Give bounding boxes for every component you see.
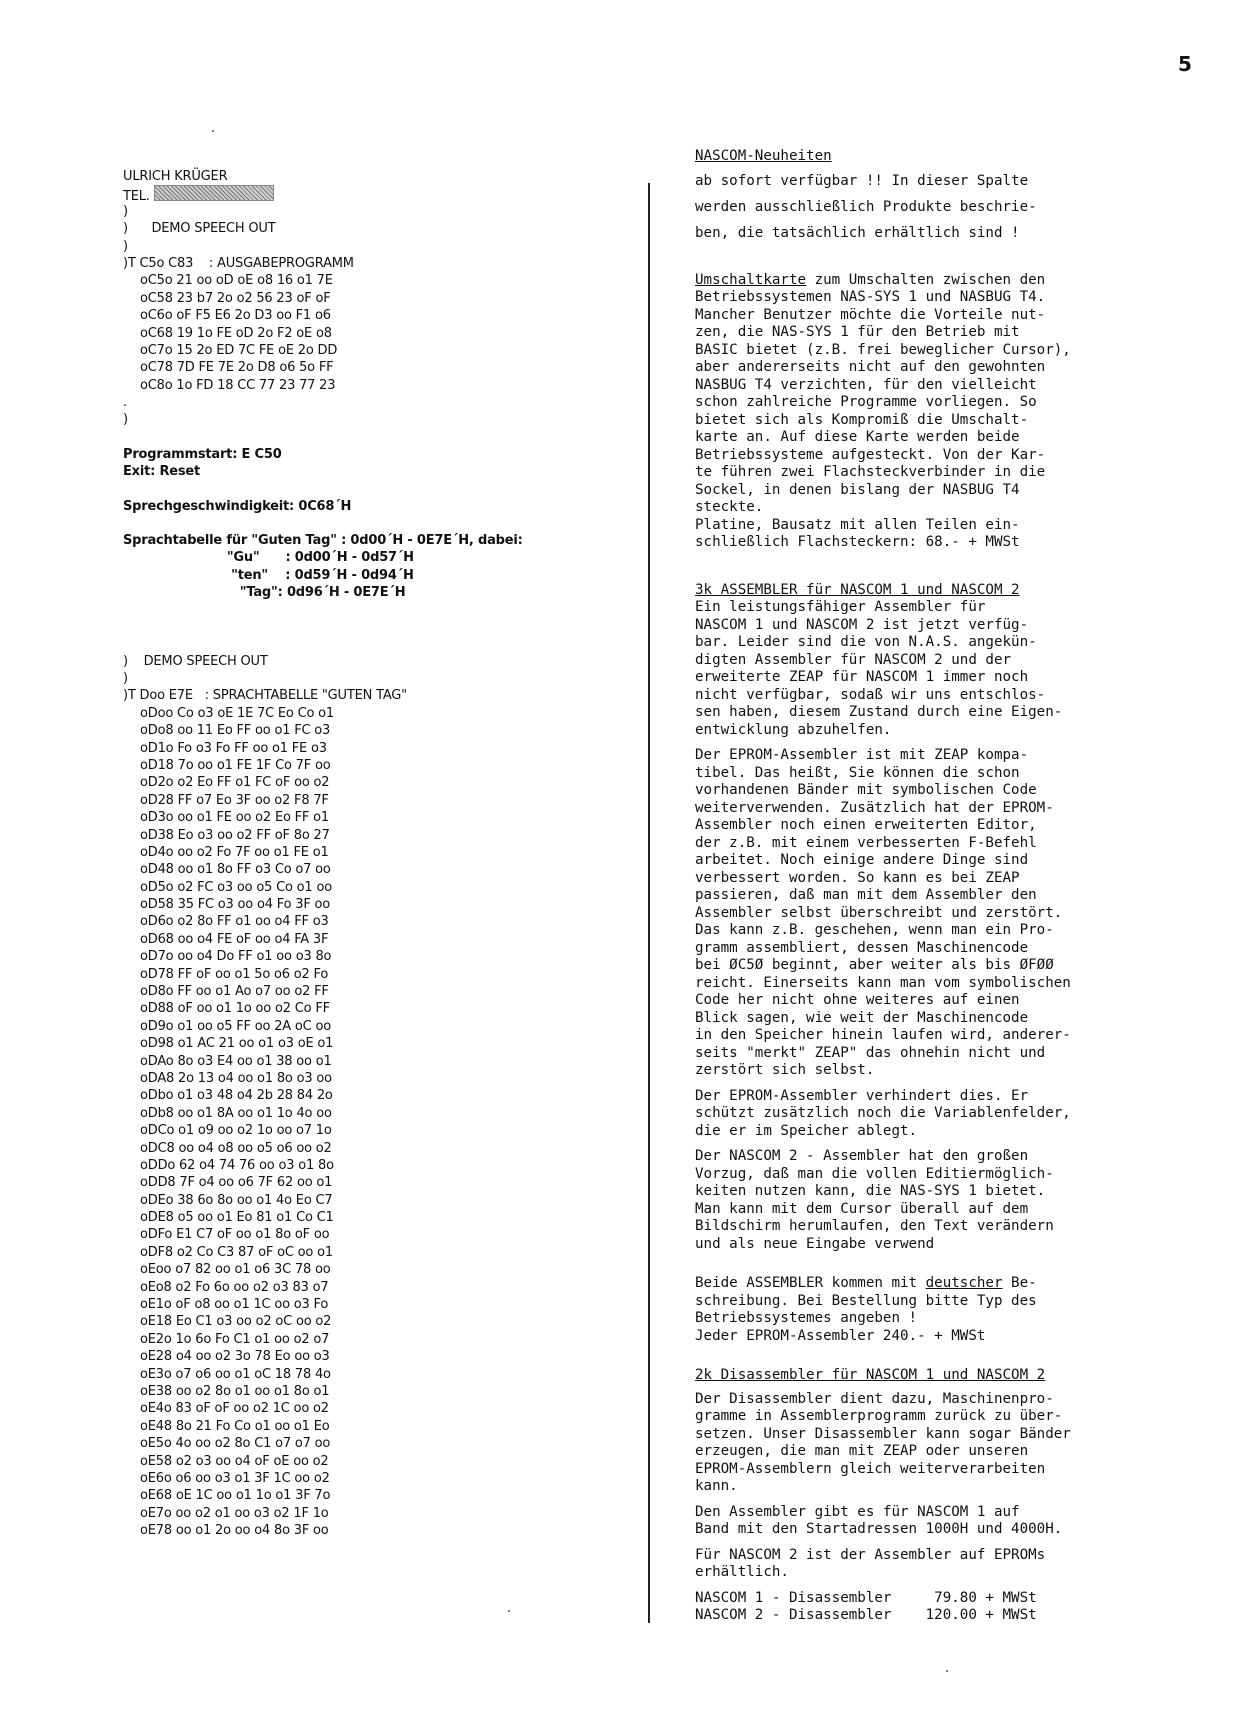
- price-list: [695, 1590, 1165, 1625]
- hex-row: oDE8 o5 oo o1 Eo 81 o1 Co C1: [140, 1210, 334, 1226]
- author-name: ULRICH KRÜGER: [123, 169, 228, 184]
- hex-row: oD78 FF oF oo o1 5o o6 o2 Fo: [140, 966, 329, 982]
- hex-row: oE5o 4o oo o2 8o C1 o7 o7 oo: [140, 1436, 331, 1452]
- listing-line: ) DEMO SPEECH OUT: [123, 653, 268, 669]
- hex-row: oDA8 2o 13 o4 oo o1 8o o3 oo: [140, 1070, 332, 1086]
- hex-row: oD18 7o oo o1 FE 1F Co 7F oo: [140, 757, 331, 773]
- assembler-p5-underlined: deutscher: [925, 1275, 1003, 1291]
- assembler-p5-text-a: Beide ASSEMBLER kommen mit: [695, 1275, 926, 1291]
- assembler-paragraph-2: Der EPROM-Assembler ist mit ZEAP kompa- tibel. Das heißt, Sie können die schon vorhandenen Bänder mit symbolischen Code weiterverwenden. Zusätzlich hat der EPROM- Assembler noch einen erweiterten Editor, der z.B. mit einem verbesserten F-Befehl arbeitet. Noch einige andere Dinge sind verbessert worden. So kann es bei ZEAP passieren, daß man mit dem Assembler den Assembler selbst überschreibt und zerstört. Das kann z.B. geschehen, wenn man ein Pro- gramm assembliert, dessen Maschinencode bei ØC5Ø beginnt, aber weiter als bis ØFØØ reicht. Einerseits kann man vom symbolischen Code her nicht ohne weiteres auf einen Blick sagen, wie weit der Maschinencode in den Speicher hinein laufen wird, anderer- seits "merkt" ZEAP" das ohnehin nicht und zerstört sich selbst.: [695, 747, 1071, 1078]
- hex-row: oDC8 oo o4 o8 oo o5 o6 oo o2: [140, 1140, 332, 1156]
- hex-dump-output-program: [123, 272, 643, 394]
- telephone-label: TEL.: [123, 189, 150, 205]
- scan-speck: [946, 1670, 948, 1672]
- hex-row: oE2o 1o 6o Fo C1 o1 oo o2 o7: [140, 1331, 330, 1347]
- page-number: 5: [1178, 52, 1192, 76]
- hex-row: oC68 19 1o FE oD 2o F2 oE o8: [140, 325, 332, 341]
- hex-row: oE48 8o 21 Fo Co o1 oo o1 Eo: [140, 1418, 330, 1434]
- listing-line: )T Doo E7E : SPRACHTABELLE "GUTEN TAG": [123, 688, 407, 704]
- hex-row: oD48 oo o1 8o FF o3 Co o7 oo: [140, 862, 331, 878]
- hex-row: oDF8 o2 Co C3 87 oF oC oo o1: [140, 1244, 333, 1260]
- hex-row: oDAo 8o o3 E4 oo o1 38 oo o1: [140, 1053, 332, 1069]
- listing-line: ): [123, 203, 128, 219]
- disassembler-paragraph-2: Den Assembler gibt es für NASCOM 1 auf Band mit den Startadressen 1000H und 4000H.: [695, 1503, 1063, 1537]
- hex-row: oE6o o6 oo o3 o1 3F 1C oo o2: [140, 1470, 330, 1486]
- hex-row: oEo8 o2 Fo 6o oo o2 o3 83 o7: [140, 1279, 329, 1295]
- hex-row: oD8o FF oo o1 Ao o7 oo o2 FF: [140, 984, 329, 1000]
- assembler-p5-text-b: Be- schreibung. Bei Bestellung bitte Typ des Betriebssystemes angeben ! Jeder EPROM-Assembler 240.- + MWSt: [695, 1275, 1037, 1344]
- hex-row: oD7o oo o4 Do FF o1 oo o3 8o: [140, 949, 332, 965]
- heading-disassembler: 2k Disassembler für NASCOM 1 und NASCOM 2: [695, 1367, 1046, 1383]
- hex-row: oD3o oo o1 FE oo o2 Eo FF o1: [140, 810, 329, 826]
- hex-row: oD58 35 FC o3 oo o4 Fo 3F oo: [140, 897, 331, 913]
- hex-row: oEoo o7 82 oo o1 o6 3C 78 oo: [140, 1262, 331, 1278]
- program-start-line: Programmstart: E C50: [123, 446, 282, 462]
- hex-row: oDbo o1 o3 48 o4 2b 28 84 2o: [140, 1088, 333, 1104]
- hex-row: oD1o Fo o3 Fo FF oo o1 FE o3: [140, 740, 327, 756]
- heading-nascom-news: NASCOM-Neuheiten: [695, 148, 832, 164]
- telephone-line: [123, 185, 643, 205]
- table-range-line: Sprachtabelle für "Guten Tag" : 0d00´H - 0E7E´H, dabei:: [123, 533, 523, 549]
- hex-row: oE68 oE 1C oo o1 1o o1 3F 7o: [140, 1488, 331, 1504]
- switch-card-section: [695, 272, 1165, 552]
- scan-speck: [212, 130, 214, 132]
- table-range-line: "ten" : 0d59´H - 0d94´H: [123, 567, 414, 583]
- exit-line: Exit: Reset: [123, 464, 201, 480]
- disassembler-paragraph-3: Für NASCOM 2 ist der Assembler auf EPROMs erhältlich.: [695, 1546, 1046, 1580]
- left-column-listing: [123, 168, 643, 1540]
- hex-row: oE38 oo o2 8o o1 oo o1 8o o1: [140, 1384, 330, 1399]
- hex-row: oD88 oF oo o1 1o oo o2 Co FF: [140, 1001, 330, 1017]
- right-column-news: [695, 148, 1165, 1625]
- price-line: NASCOM 2 - Disassembler 120.00 + MWSt: [695, 1607, 1037, 1623]
- hex-row: oDo8 oo 11 Eo FF oo o1 FC o3: [140, 723, 331, 739]
- hex-row: oD98 o1 AC 21 oo o1 o3 oE o1: [140, 1036, 334, 1052]
- speech-speed-line: Sprechgeschwindigkeit: 0C68´H: [123, 498, 352, 514]
- scan-speck: [508, 1610, 510, 1612]
- block-end-markers: [123, 394, 643, 429]
- hex-row: oC6o oF F5 E6 2o D3 oo F1 o6: [140, 308, 331, 324]
- hex-row: oD9o o1 oo o5 FF oo 2A oC oo: [140, 1018, 331, 1034]
- intro-text: ab sofort verfügbar !! In dieser Spalte werden ausschließlich Produkte beschrie- ben, die tatsächlich erhältlich sind !: [695, 172, 1037, 241]
- hex-row: oD2o o2 Eo FF o1 FC oF oo o2: [140, 775, 330, 791]
- hex-row: oE3o o7 o6 oo o1 oC 18 78 4o: [140, 1366, 331, 1382]
- hex-row: oE1o oF o8 oo o1 1C oo o3 Fo: [140, 1297, 329, 1313]
- hex-row: oE58 o2 o3 oo o4 oF oE oo o2: [140, 1453, 329, 1469]
- hex-row: oDb8 oo o1 8A oo o1 1o 4o oo: [140, 1105, 332, 1121]
- hex-row: oC58 23 b7 2o o2 56 23 oF oF: [140, 290, 331, 306]
- listing-line: ): [123, 412, 128, 428]
- disassembler-paragraph-1: Der Disassembler dient dazu, Maschinenpro- gramme in Assemblerprogramm zurück zu über- setzen. Unser Disassembler kann sogar Bänder erzeugen, die man mit ZEAP oder unseren EPROM-Assemblern gleich weiterverarbeiten kann.: [695, 1390, 1071, 1494]
- listing-line: )T C5o C83 : AUSGABEPROGRAMM: [123, 255, 354, 271]
- listing-line: ): [123, 238, 128, 254]
- hex-row: oD5o o2 FC o3 oo o5 Co o1 oo: [140, 879, 332, 895]
- listing-line: ): [123, 670, 128, 686]
- hex-row: oDEo 38 6o 8o oo o1 4o Eo C7: [140, 1192, 333, 1208]
- redacted-phone-number: [154, 185, 274, 201]
- column-divider: [648, 183, 650, 1623]
- header-block-output-program: [123, 203, 643, 273]
- switch-card-text: zum Umschalten zwischen den Betriebssystemen NAS-SYS 1 und NASBUG T4. Mancher Benutzer möchte die Vorteile nut- zen, die NAS-SYS 1 für den Betrieb mit BASIC bietet (z.B. frei beweglicher Cursor), aber andererseits nicht auf den gewohnten NASBUG T4 verzichten, für den vielleicht schon zahlreiche Programme vorliegen. So bietet sich als Kompromiß die Umschalt- karte an. Auf diese Karte werden beide Betriebssysteme aufgesteckt. Von der Kar- te führen zwei Flachsteckverbinder in die Sockel, in denen bislang der NASBUG T4 steckte. Platine, Bausatz mit allen Teilen ein- schließlich Flachsteckern: 68.- + MWSt: [695, 271, 1071, 550]
- hex-row: oDCo o1 o9 oo o2 1o oo o7 1o: [140, 1123, 332, 1139]
- listing-line: ) DEMO SPEECH OUT: [123, 221, 276, 237]
- table-range-line: "Tag": 0d96´H - 0E7E´H: [123, 585, 406, 601]
- hex-row: oDDo 62 o4 74 76 oo o3 o1 8o: [140, 1157, 334, 1173]
- hex-dump-speech-table: [123, 705, 643, 1540]
- hex-row: oD28 FF o7 Eo 3F oo o2 F8 7F: [140, 792, 329, 808]
- hex-row: oE7o oo o2 o1 oo o3 o2 1F 1o: [140, 1505, 329, 1521]
- assembler-paragraph-3: Der EPROM-Assembler verhindert dies. Er schützt zusätzlich noch die Variablenfelder, die er im Speicher ablegt.: [695, 1087, 1071, 1139]
- hex-row: oDD8 7F o4 oo o6 7F 62 oo o1: [140, 1175, 333, 1191]
- hex-row: oC8o 1o FD 18 CC 77 23 77 23: [140, 377, 336, 393]
- hex-row: oE78 oo o1 2o oo o4 8o 3F oo: [140, 1523, 329, 1539]
- hex-row: oE4o 83 oF oF oo o2 1C oo o2: [140, 1401, 329, 1417]
- hex-row: oC5o 21 oo oD oE o8 16 o1 7E: [140, 273, 333, 289]
- hex-row: oC7o 15 2o ED 7C FE oE 2o DD: [140, 342, 338, 358]
- hex-row: oD68 oo o4 FE oF oo o4 FA 3F: [140, 931, 329, 947]
- hex-row: oE18 Eo C1 o3 oo o2 oC oo o2: [140, 1314, 332, 1330]
- table-range-line: "Gu" : 0d00´H - 0d57´H: [123, 550, 414, 566]
- assembler-paragraph-4: Der NASCOM 2 - Assembler hat den großen Vorzug, daß man die vollen Editiermöglich- keiten nutzen kann, die NAS-SYS 1 bietet. Man kann mit dem Cursor überall auf dem Bildschirm herumlaufen, den Text verändern und als neue Eingabe verwend: [695, 1148, 1054, 1252]
- heading-switch-card: Umschaltkarte: [695, 271, 807, 288]
- speech-table-ranges: [123, 532, 643, 602]
- price-line: NASCOM 1 - Disassembler 79.80 + MWSt: [695, 1589, 1037, 1606]
- assembler-paragraph-5: [695, 1275, 1165, 1345]
- heading-assembler: 3k ASSEMBLER für NASCOM 1 und NASCOM 2: [695, 581, 1020, 598]
- hex-row: oD4o oo o2 Fo 7F oo o1 FE o1: [140, 844, 329, 860]
- listing-line: .: [123, 395, 127, 411]
- hex-row: oD6o o2 8o FF o1 oo o4 FF o3: [140, 914, 329, 930]
- hex-row: oE28 o4 oo o2 3o 78 Eo oo o3: [140, 1349, 330, 1365]
- hex-row: oC78 7D FE 7E 2o D8 o6 5o FF: [140, 360, 334, 376]
- assembler-paragraph-1: Ein leistungsfähiger Assembler für NASCOM 1 und NASCOM 2 ist jetzt verfüg- bar. Leider sind die von N.A.S. angekün- digten Assembler für NASCOM 2 und der erweiterte ZEAP für NASCOM 1 immer noch nicht verfügbar, sodaß wir uns entschlos- sen haben, diesem Zustand durch eine Eigen- entwicklung abzuhelfen.: [695, 599, 1063, 738]
- hex-row: oD38 Eo o3 oo o2 FF oF 8o 27: [140, 827, 330, 843]
- hex-row: oDoo Co o3 oE 1E 7C Eo Co o1: [140, 705, 335, 721]
- hex-row: oDFo E1 C7 oF oo o1 8o oF oo: [140, 1227, 330, 1243]
- header-block-speech-table: [123, 653, 643, 705]
